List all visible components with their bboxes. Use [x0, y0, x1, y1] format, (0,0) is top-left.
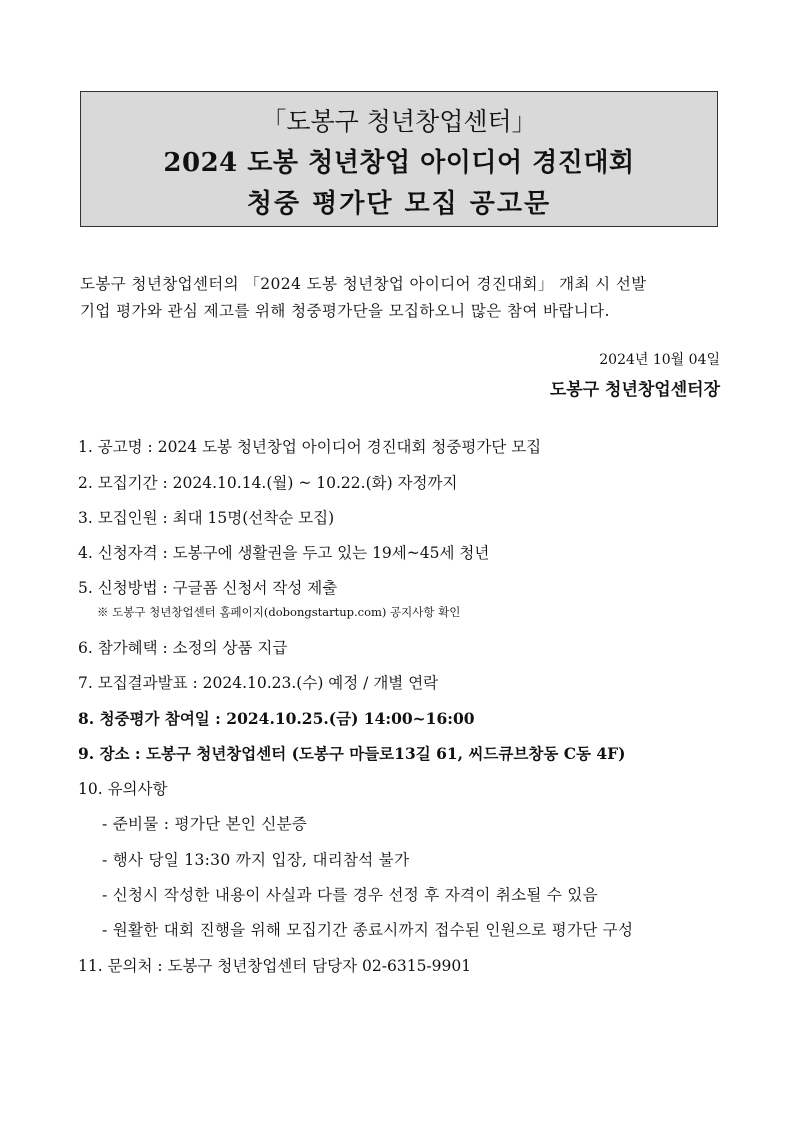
item-period: 2. 모집기간 : 2024.10.14.(월) ~ 10.22.(화) 자정까지	[78, 474, 458, 492]
event-title: 2024 도봉 청년창업 아이디어 경진대회	[163, 148, 635, 178]
item-eligibility: 4. 신청자격 : 도봉구에 생활권을 두고 있는 19세~45세 청년	[78, 544, 490, 562]
item-capacity: 3. 모집인원 : 최대 15명(선착순 모집)	[78, 509, 335, 527]
item-participation-date: 8. 청중평가 참여일 : 2024.10.25.(금) 14:00~16:00	[78, 709, 475, 728]
precaution-item: - 신청시 작성한 내용이 사실과 다를 경우 선정 후 자격이 취소될 수 있음	[102, 886, 598, 904]
item-venue: 9. 장소 : 도봉구 청년창업센터 (도봉구 마들로13길 61, 씨드큐브창동 C동 4F)	[78, 744, 626, 763]
signer: 도봉구 청년창업센터장	[549, 380, 720, 400]
notice-title: 청중 평가단 모집 공고문	[246, 189, 552, 219]
intro-line-1: 도봉구 청년창업센터의 「2024 도봉 청년창업 아이디어 경진대회」 개최 시 선발	[80, 275, 647, 293]
item-title: 1. 공고명 : 2024 도봉 청년창업 아이디어 경진대회 청중평가단 모집	[78, 438, 542, 456]
item-precautions-heading: 10. 유의사항	[78, 780, 168, 798]
method-note: ※ 도봉구 청년창업센터 홈페이지(dobongstartup.com) 공지사항 확인	[97, 605, 461, 619]
precaution-item: - 준비물 : 평가단 본인 신분증	[102, 815, 308, 833]
item-benefit: 6. 참가혜택 : 소정의 상품 지급	[78, 639, 288, 657]
center-name-title: 「도봉구 청년창업센터」	[261, 107, 537, 136]
item-method: 5. 신청방법 : 구글폼 신청서 작성 제출	[78, 579, 338, 597]
intro-line-2: 기업 평가와 관심 제고를 위해 청중평가단을 모집하오니 많은 참여 바랍니다.	[80, 302, 610, 320]
precaution-item: - 원활한 대회 진행을 위해 모집기간 종료시까지 접수된 인원으로 평가단 구성	[102, 921, 634, 939]
item-result-announcement: 7. 모집결과발표 : 2024.10.23.(수) 예정 / 개별 연락	[78, 674, 439, 692]
title-box	[80, 91, 718, 227]
precaution-item: - 행사 당일 13:30 까지 입장, 대리참석 불가	[102, 851, 410, 869]
notice-date: 2024년 10월 04일	[599, 352, 720, 368]
item-contact: 11. 문의처 : 도봉구 청년창업센터 담당자 02-6315-9901	[78, 957, 472, 975]
